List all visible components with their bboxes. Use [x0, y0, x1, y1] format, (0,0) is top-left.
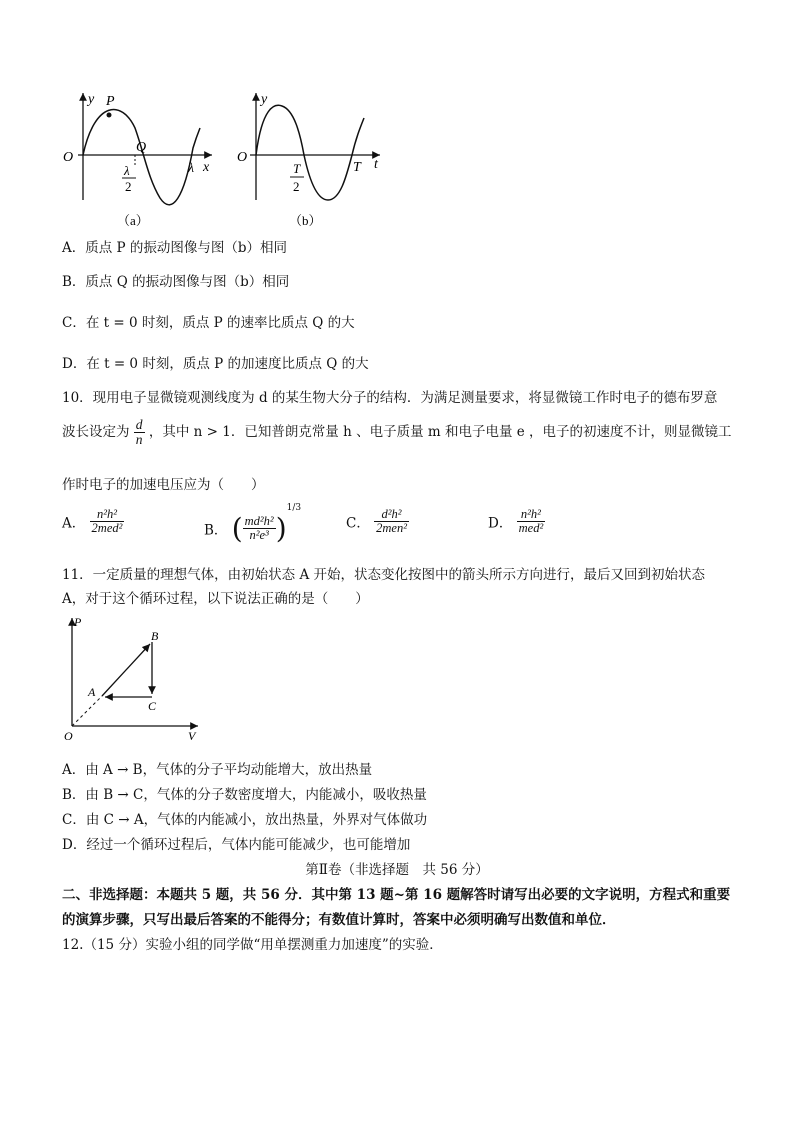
caption-b: （b） [289, 213, 322, 228]
half-period-num: T [293, 161, 301, 176]
axis-t-label: t [374, 157, 378, 172]
half-lambda-num: λ [124, 163, 130, 178]
q9-option-d: D．在 t = 0 时刻，质点 P 的加速度比质点 Q 的大 [62, 356, 369, 372]
q10-line1: 10．现用电子显微镜观测线度为 d 的某生物大分子的结构．为满足测量要求，将显微镜工作时电子的德布罗意 [62, 390, 718, 406]
axis-p-label: P [74, 615, 82, 629]
q10-option-b: B． ( $\frac{\text{md²h²}}{\text{n²e³}}$ )$^{1/3}$ [204, 503, 302, 545]
period-label: T [353, 160, 361, 175]
section-2-title: 第Ⅱ卷（非选择题 共 56 分） [305, 862, 489, 878]
axis-y-label: y [261, 92, 268, 107]
q11-option-c: C．由 C → A，气体的内能减小，放出热量，外界对气体做功 [62, 812, 428, 828]
wave-graph-a [60, 88, 220, 238]
label-a: A [88, 685, 96, 699]
label-b: B [151, 629, 159, 643]
extension-dashed [72, 696, 102, 726]
wavelength-fraction: $\frac{d}{n}$ [135, 417, 143, 448]
section-2-instructions-2: 的演算步骤，只写出最后答案的不能得分；有数值计算时，答案中必须明确写出数值和单位． [62, 912, 616, 928]
q10-option-d: D． $\frac{\text{n²h²}}{\text{med²}}$ [488, 507, 544, 536]
label-c: C [148, 699, 157, 713]
axis-x-label: x [203, 160, 210, 175]
half-lambda-den: 2 [125, 179, 132, 194]
q10-option-a: A． $\frac{\text{n²h²}}{\text{2med²}}$ [62, 507, 123, 536]
origin-label: O [64, 729, 73, 743]
q10-line2-post: ，其中 n > 1．已知普朗克常量 h 、电子质量 m 和电子电量 e ，电子的初速度不计，则显微镜工 [148, 424, 732, 441]
axis-y-label: y [88, 92, 95, 107]
section-2-instructions-1: 二、非选择题：本题共 5 题，共 56 分．其中第 13 题~第 16 题解答时请写出必要的文字说明，方程式和重要 [62, 887, 731, 903]
q11-line1: 11．一定质量的理想气体，由初始状态 A 开始，状态变化按图中的箭头所示方向进行，最后又回到初始状态 [62, 567, 706, 583]
q11-option-a: A．由 A → B，气体的分子平均动能增大，放出热量 [62, 762, 373, 778]
point-p-marker [107, 113, 112, 118]
q11-line2: A，对于这个循环过程，以下说法正确的是（ ） [62, 591, 369, 607]
q11-option-b: B．由 B → C，气体的分子数密度增大，内能减小，吸收热量 [62, 787, 427, 803]
sine-curve [83, 110, 200, 205]
origin-label: O [237, 150, 248, 165]
vibration-graph-b [232, 88, 392, 238]
q10-option-c: C． $\frac{\text{d²h²}}{\text{2men²}}$ [346, 507, 407, 536]
q10-line2 [62, 418, 732, 447]
point-p-label: P [106, 94, 115, 109]
q12-title: 12.（15 分）实验小组的同学做“用单摆测重力加速度”的实验． [62, 937, 443, 953]
caption-a: （a） [117, 213, 149, 228]
half-period-den: 2 [293, 179, 300, 194]
point-q-label: Q [136, 140, 147, 155]
q9-option-b: B．质点 Q 的振动图像与图（b）相同 [62, 274, 290, 290]
axis-v-label: V [188, 729, 196, 743]
path-a-to-b [102, 644, 150, 696]
q10-line2-pre: 波长设定为 [62, 424, 130, 441]
q9-option-c: C．在 t = 0 时刻，质点 P 的速率比质点 Q 的大 [62, 315, 355, 331]
lambda-label: λ [188, 161, 195, 176]
q10-line3: 作时电子的加速电压应为（ ） [62, 477, 265, 493]
pv-diagram [58, 612, 208, 747]
q11-option-d: D．经过一个循环过程后，气体内能可能减少，也可能增加 [62, 837, 411, 853]
sine-curve [256, 105, 364, 200]
exponent-one-third: 1/3 [286, 503, 302, 513]
q9-option-a: A．质点 P 的振动图像与图（b）相同 [62, 240, 288, 256]
origin-label: O [63, 150, 74, 165]
